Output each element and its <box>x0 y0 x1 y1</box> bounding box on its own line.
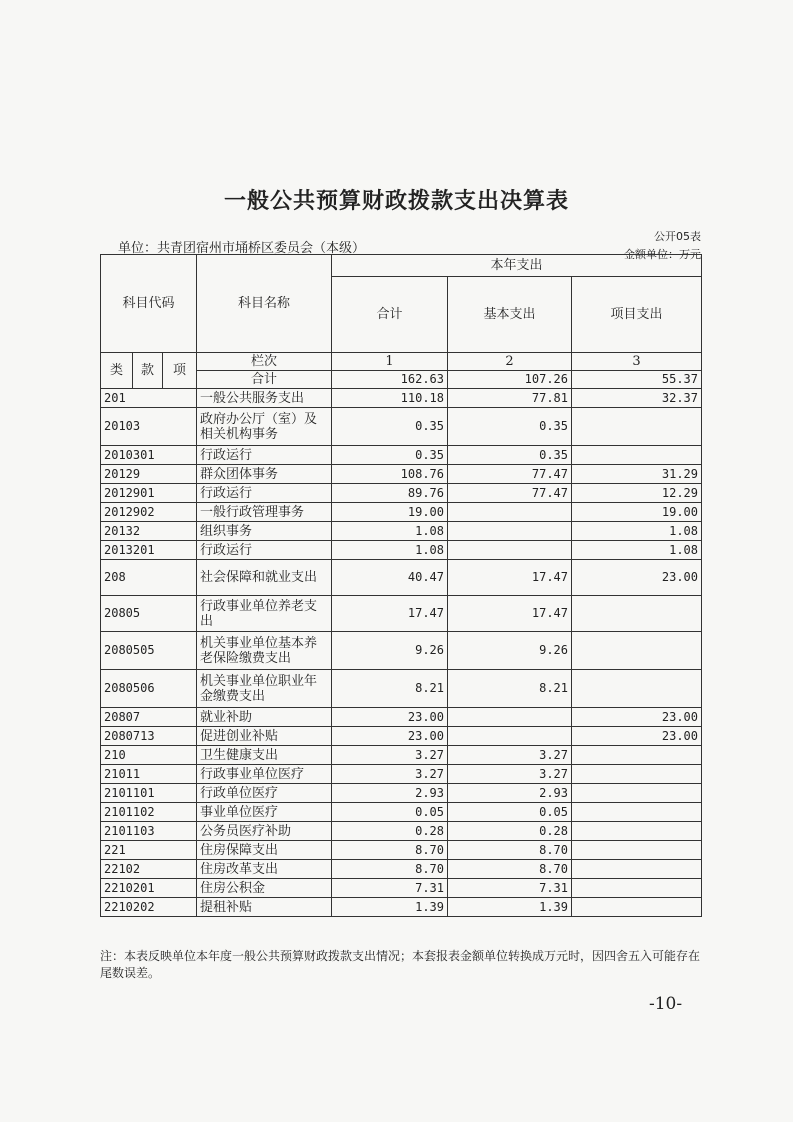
sum-label: 合计 <box>197 371 332 389</box>
subject-name-cell: 政府办公厅（室）及相关机构事务 <box>197 408 332 446</box>
subject-code-cell: 2080505 <box>101 632 197 670</box>
project-cell <box>572 898 702 917</box>
total-cell: 23.00 <box>332 708 448 727</box>
total-cell: 7.31 <box>332 879 448 898</box>
subject-name-cell: 住房公积金 <box>197 879 332 898</box>
project-cell: 19.00 <box>572 503 702 522</box>
subject-code-cell: 2210202 <box>101 898 197 917</box>
subject-name-cell: 住房保障支出 <box>197 841 332 860</box>
project-cell: 12.29 <box>572 484 702 503</box>
subject-name-cell: 行政单位医疗 <box>197 784 332 803</box>
project-cell: 1.08 <box>572 541 702 560</box>
header-subject-code: 科目代码 <box>101 255 197 353</box>
subject-code-cell: 2013201 <box>101 541 197 560</box>
project-cell <box>572 670 702 708</box>
basic-cell <box>448 708 572 727</box>
subject-code-cell: 2080506 <box>101 670 197 708</box>
subject-code-cell: 20129 <box>101 465 197 484</box>
total-cell: 89.76 <box>332 484 448 503</box>
basic-cell: 8.70 <box>448 841 572 860</box>
subject-code-cell: 2010301 <box>101 446 197 465</box>
basic-cell: 1.39 <box>448 898 572 917</box>
project-cell <box>572 841 702 860</box>
table-row <box>101 596 702 632</box>
basic-cell: 3.27 <box>448 765 572 784</box>
subject-code-cell: 20807 <box>101 708 197 727</box>
table-row <box>101 541 702 560</box>
table-row <box>101 560 702 596</box>
subject-code-cell: 208 <box>101 560 197 596</box>
subject-name-cell: 行政运行 <box>197 541 332 560</box>
subject-name-cell: 社会保障和就业支出 <box>197 560 332 596</box>
table-row <box>101 841 702 860</box>
basic-cell: 0.05 <box>448 803 572 822</box>
table-row <box>101 727 702 746</box>
project-cell <box>572 860 702 879</box>
column-no-1: 1 <box>332 353 448 371</box>
total-cell: 0.35 <box>332 408 448 446</box>
table-row <box>101 632 702 670</box>
table-row <box>101 522 702 541</box>
header-project: 项目支出 <box>572 277 702 353</box>
total-cell: 3.27 <box>332 746 448 765</box>
subject-name-cell: 机关事业单位职业年金缴费支出 <box>197 670 332 708</box>
basic-cell: 8.21 <box>448 670 572 708</box>
basic-cell: 17.47 <box>448 596 572 632</box>
subject-code-cell: 22102 <box>101 860 197 879</box>
subject-code-cell: 20805 <box>101 596 197 632</box>
subject-name-cell: 事业单位医疗 <box>197 803 332 822</box>
total-cell: 110.18 <box>332 389 448 408</box>
subject-name-cell: 促进创业补贴 <box>197 727 332 746</box>
basic-cell: 3.27 <box>448 746 572 765</box>
table-row <box>101 860 702 879</box>
page-title: 一般公共预算财政拨款支出决算表 <box>223 189 569 214</box>
subject-code-cell: 2101102 <box>101 803 197 822</box>
subject-code-cell: 20103 <box>101 408 197 446</box>
subject-code-cell: 2080713 <box>101 727 197 746</box>
subject-name-cell: 群众团体事务 <box>197 465 332 484</box>
basic-cell: 9.26 <box>448 632 572 670</box>
subject-name-cell: 公务员医疗补助 <box>197 822 332 841</box>
total-cell: 1.08 <box>332 522 448 541</box>
basic-cell: 77.47 <box>448 465 572 484</box>
basic-cell <box>448 541 572 560</box>
subject-name-cell: 行政运行 <box>197 484 332 503</box>
header-subject-name: 科目名称 <box>197 255 332 353</box>
project-cell <box>572 784 702 803</box>
project-cell: 23.00 <box>572 727 702 746</box>
total-cell: 0.35 <box>332 446 448 465</box>
subject-code-cell: 201 <box>101 389 197 408</box>
total-cell: 108.76 <box>332 465 448 484</box>
total-cell: 8.21 <box>332 670 448 708</box>
table-row <box>101 389 702 408</box>
table-row <box>101 670 702 708</box>
subject-name-cell: 行政事业单位医疗 <box>197 765 332 784</box>
sum-total: 162.63 <box>332 371 448 389</box>
subject-code-cell: 2101103 <box>101 822 197 841</box>
table-row <box>101 822 702 841</box>
header-item: 项 <box>163 353 197 389</box>
header-total: 合计 <box>332 277 448 353</box>
header-class: 类 <box>101 353 133 389</box>
sum-basic: 107.26 <box>448 371 572 389</box>
subject-code-cell: 2012902 <box>101 503 197 522</box>
subject-name-cell: 行政运行 <box>197 446 332 465</box>
table-row <box>101 465 702 484</box>
subject-name-cell: 卫生健康支出 <box>197 746 332 765</box>
subject-name-cell: 住房改革支出 <box>197 860 332 879</box>
basic-cell: 0.35 <box>448 446 572 465</box>
table-row <box>101 446 702 465</box>
table-row <box>101 503 702 522</box>
project-cell: 32.37 <box>572 389 702 408</box>
subject-code-cell: 2101101 <box>101 784 197 803</box>
basic-cell: 77.47 <box>448 484 572 503</box>
basic-cell <box>448 503 572 522</box>
subject-code-cell: 21011 <box>101 765 197 784</box>
table-row <box>101 803 702 822</box>
project-cell: 31.29 <box>572 465 702 484</box>
subject-code-cell: 221 <box>101 841 197 860</box>
project-cell: 23.00 <box>572 560 702 596</box>
subject-name-cell: 组织事务 <box>197 522 332 541</box>
footnote: 注：本表反映单位本年度一般公共预算财政拨款支出情况；本套报表金额单位转换成万元时，因四舍五入可能存在尾数误差。 <box>100 949 701 980</box>
project-cell <box>572 803 702 822</box>
header-current-year: 本年支出 <box>332 255 702 277</box>
column-no-3: 3 <box>572 353 702 371</box>
project-cell <box>572 746 702 765</box>
project-cell <box>572 446 702 465</box>
total-cell: 8.70 <box>332 860 448 879</box>
column-no-2: 2 <box>448 353 572 371</box>
header-section: 款 <box>133 353 163 389</box>
table-row <box>101 765 702 784</box>
project-cell <box>572 822 702 841</box>
reporting-unit: 单位：共青团宿州市埇桥区委员会（本级） <box>118 241 366 256</box>
subject-name-cell: 机关事业单位基本养老保险缴费支出 <box>197 632 332 670</box>
basic-cell <box>448 522 572 541</box>
project-cell: 23.00 <box>572 708 702 727</box>
sum-project: 55.37 <box>572 371 702 389</box>
subject-code-cell: 210 <box>101 746 197 765</box>
table-row <box>101 879 702 898</box>
table-row <box>101 708 702 727</box>
budget-table <box>100 254 702 917</box>
total-cell: 23.00 <box>332 727 448 746</box>
subject-name-cell: 一般行政管理事务 <box>197 503 332 522</box>
amount-unit: 金额单位：万元 <box>624 248 701 261</box>
page-number: -10- <box>649 994 683 1014</box>
form-number: 公开05表 <box>654 230 701 243</box>
table-row <box>101 784 702 803</box>
basic-cell: 77.81 <box>448 389 572 408</box>
basic-cell: 8.70 <box>448 860 572 879</box>
total-cell: 1.08 <box>332 541 448 560</box>
table-row <box>101 898 702 917</box>
basic-cell: 0.28 <box>448 822 572 841</box>
total-cell: 0.28 <box>332 822 448 841</box>
subject-code-cell: 2210201 <box>101 879 197 898</box>
total-cell: 19.00 <box>332 503 448 522</box>
subject-name-cell: 提租补贴 <box>197 898 332 917</box>
header-column-no: 栏次 <box>197 353 332 371</box>
subject-name-cell: 就业补助 <box>197 708 332 727</box>
total-cell: 3.27 <box>332 765 448 784</box>
total-cell: 40.47 <box>332 560 448 596</box>
basic-cell: 2.93 <box>448 784 572 803</box>
project-cell <box>572 408 702 446</box>
project-cell <box>572 596 702 632</box>
basic-cell: 0.35 <box>448 408 572 446</box>
project-cell <box>572 632 702 670</box>
header-basic: 基本支出 <box>448 277 572 353</box>
project-cell: 1.08 <box>572 522 702 541</box>
table-row <box>101 484 702 503</box>
subject-code-cell: 2012901 <box>101 484 197 503</box>
basic-cell: 17.47 <box>448 560 572 596</box>
total-cell: 0.05 <box>332 803 448 822</box>
subject-name-cell: 一般公共服务支出 <box>197 389 332 408</box>
basic-cell: 7.31 <box>448 879 572 898</box>
project-cell <box>572 879 702 898</box>
total-cell: 9.26 <box>332 632 448 670</box>
total-cell: 8.70 <box>332 841 448 860</box>
subject-code-cell: 20132 <box>101 522 197 541</box>
total-cell: 2.93 <box>332 784 448 803</box>
basic-cell <box>448 727 572 746</box>
subject-name-cell: 行政事业单位养老支出 <box>197 596 332 632</box>
total-cell: 1.39 <box>332 898 448 917</box>
table-row <box>101 408 702 446</box>
project-cell <box>572 765 702 784</box>
total-cell: 17.47 <box>332 596 448 632</box>
table-row <box>101 746 702 765</box>
